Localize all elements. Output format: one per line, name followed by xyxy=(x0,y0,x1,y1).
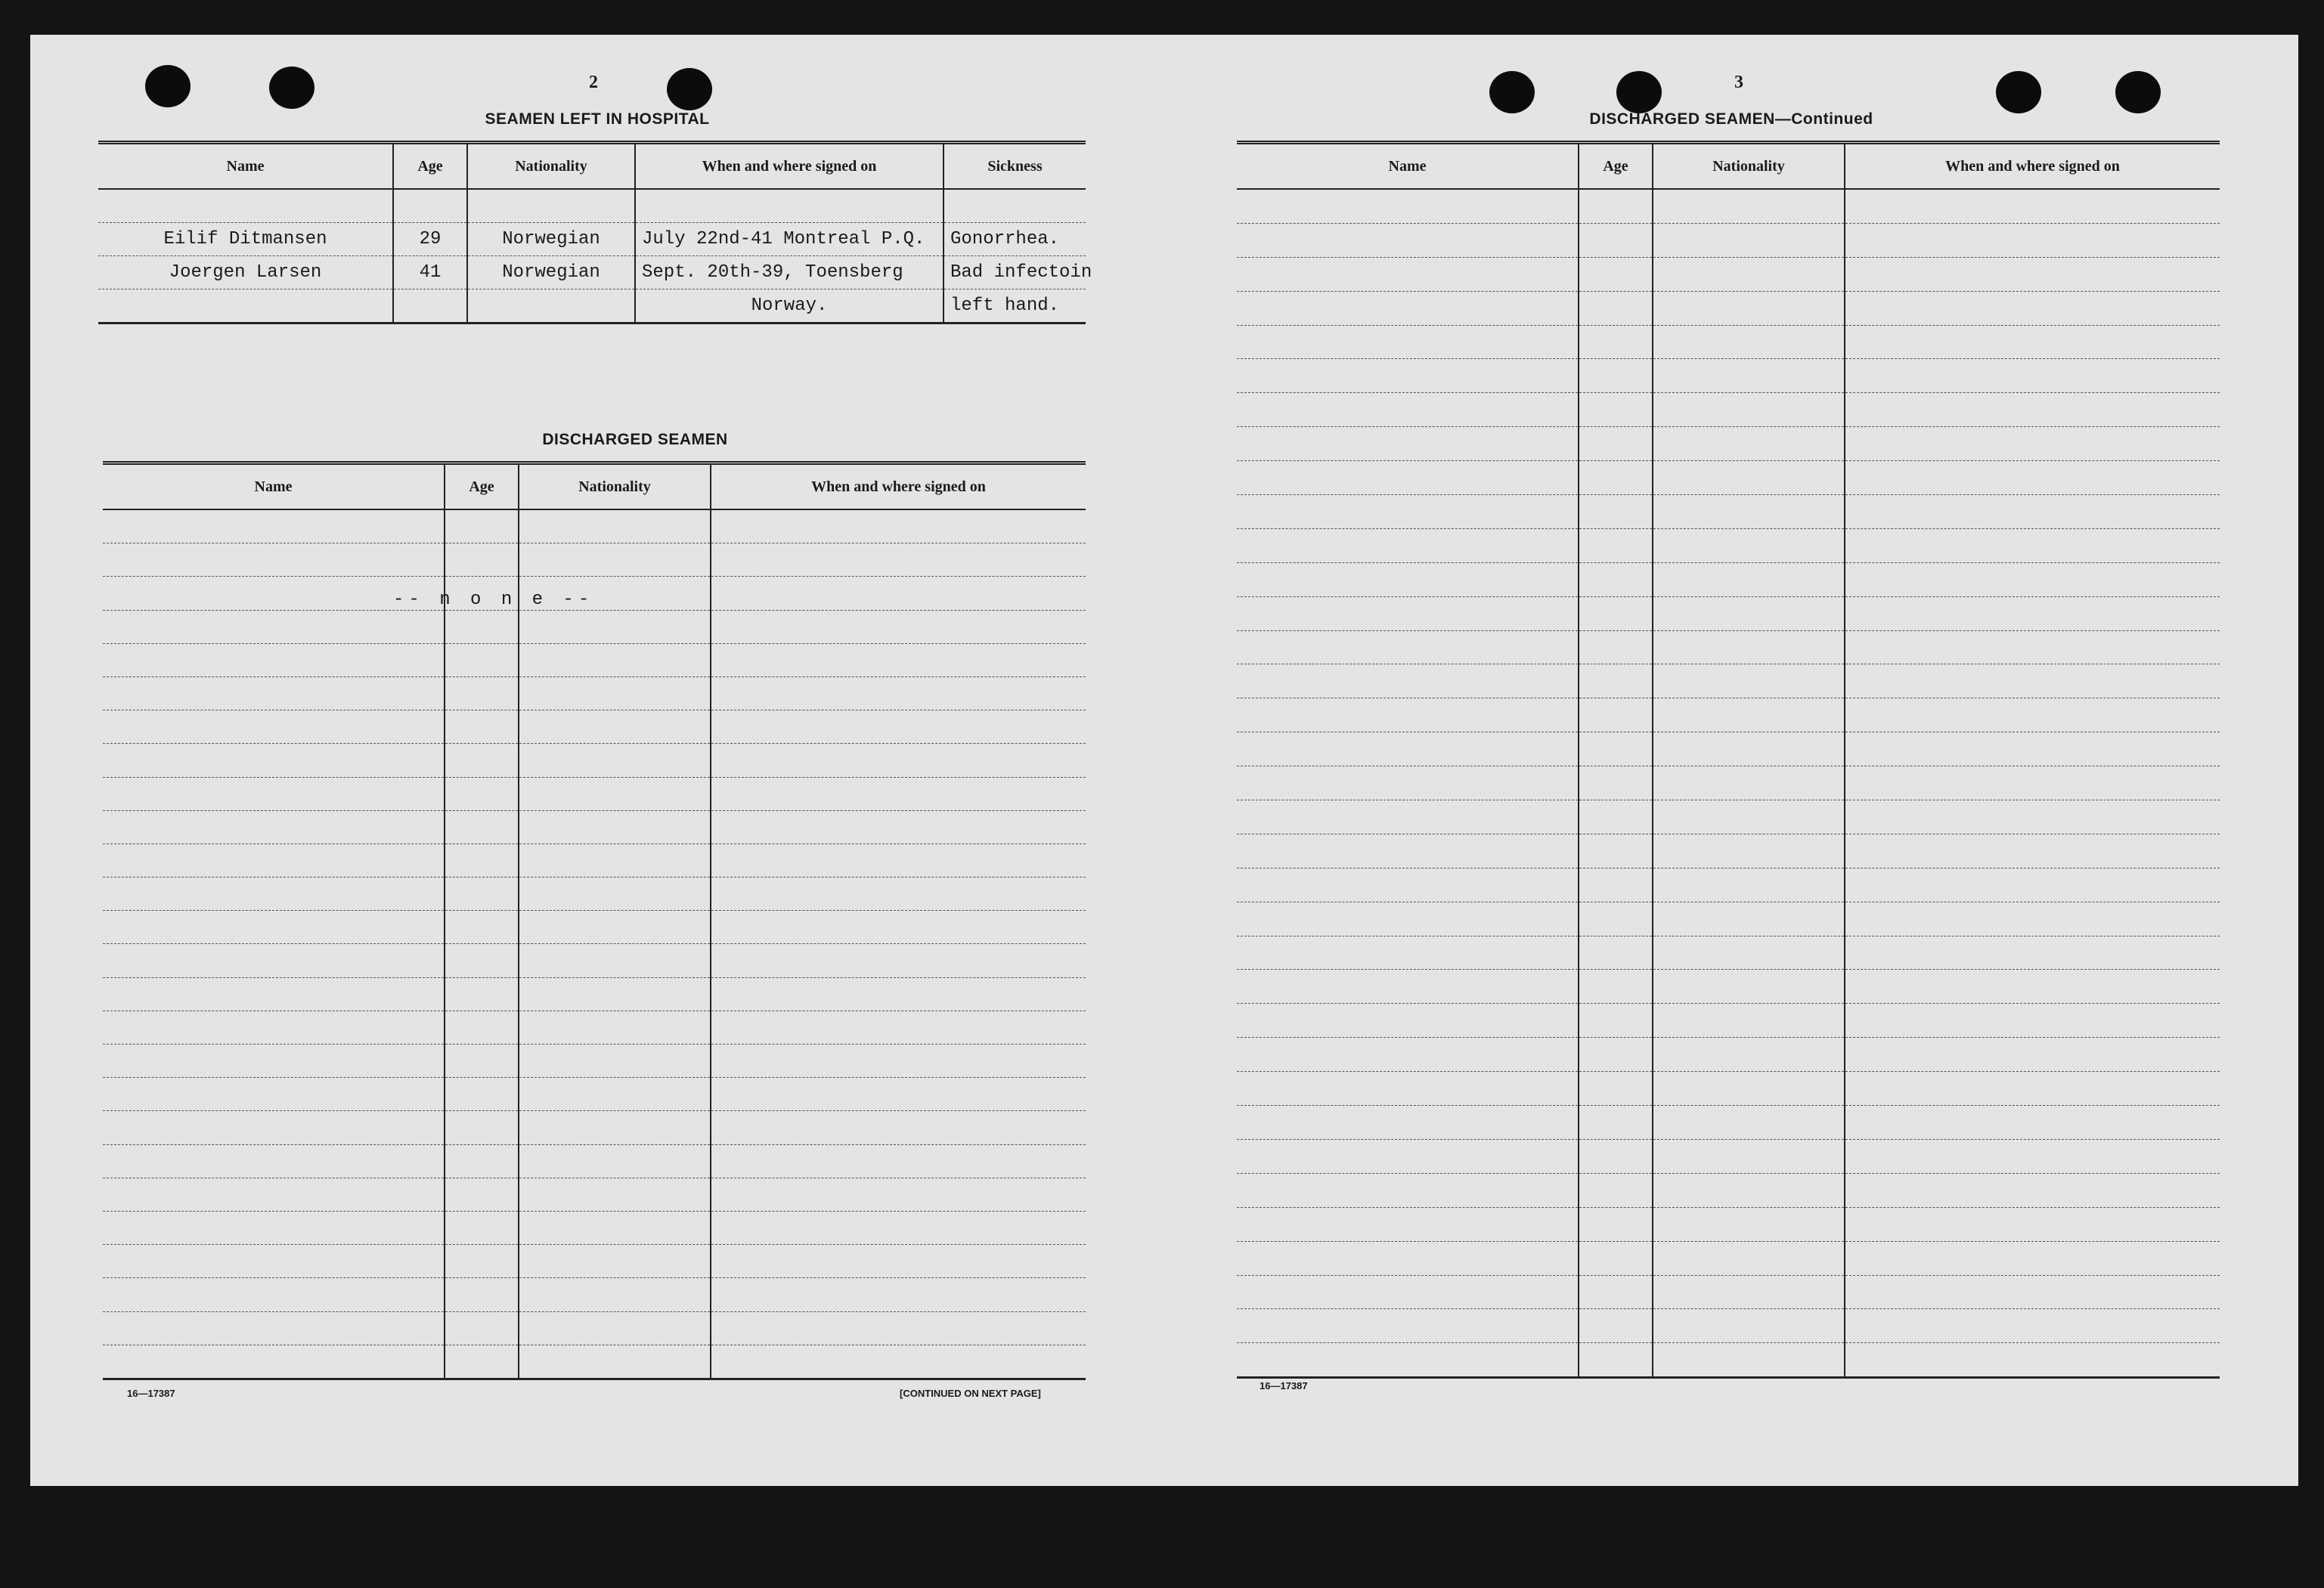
seaman-nationality: Norwegian xyxy=(467,256,635,289)
table-row xyxy=(1237,223,2220,257)
punch-hole xyxy=(1996,71,2041,113)
table-row xyxy=(1237,970,2220,1004)
hospital-table xyxy=(98,141,1092,324)
column-header-signed-on: When and where signed on xyxy=(635,143,944,190)
table-row xyxy=(1237,495,2220,529)
table-row xyxy=(1237,359,2220,393)
table-row xyxy=(1237,1173,2220,1207)
punch-hole xyxy=(1489,71,1535,113)
column-header-nationality: Nationality xyxy=(1653,143,1845,190)
seaman-name: Eilif Ditmansen xyxy=(98,223,393,256)
table-row xyxy=(103,844,1086,877)
table-row xyxy=(103,878,1086,911)
table-row xyxy=(103,676,1086,710)
punch-hole xyxy=(1616,71,1662,113)
table-row xyxy=(103,1345,1086,1379)
table-row xyxy=(103,777,1086,810)
table-row xyxy=(103,577,1086,610)
column-header-signed-on: When and where signed on xyxy=(711,463,1086,510)
column-header-name: Name xyxy=(1237,143,1579,190)
seaman-age: 29 xyxy=(393,223,467,256)
table-row xyxy=(1237,393,2220,427)
table-row xyxy=(1237,902,2220,936)
table-row xyxy=(103,744,1086,777)
seaman-name: Joergen Larsen xyxy=(98,256,393,289)
table-row xyxy=(103,710,1086,744)
table-row xyxy=(1237,1275,2220,1309)
table-row xyxy=(1237,800,2220,834)
seaman-nationality: Norwegian xyxy=(467,223,635,256)
punch-hole xyxy=(2115,71,2161,113)
title-main: DISCHARGED SEAMEN xyxy=(1589,110,1775,128)
discharged-table xyxy=(103,461,1086,1380)
table-row xyxy=(103,1278,1086,1311)
table-row xyxy=(103,911,1086,944)
table-row xyxy=(103,944,1086,977)
table-row xyxy=(103,1211,1086,1244)
column-header-nationality: Nationality xyxy=(519,463,711,510)
column-header-signed-on: When and where signed on xyxy=(1845,143,2220,190)
table-row xyxy=(1237,325,2220,359)
column-header-name: Name xyxy=(103,463,445,510)
seaman-sickness: Bad infectoin xyxy=(944,256,1086,289)
table-row xyxy=(1237,596,2220,630)
continued-note: [CONTINUED ON NEXT PAGE] xyxy=(900,1388,1041,1399)
seaman-sickness-cont: left hand. xyxy=(944,289,1086,323)
seaman-signed-on-cont: Norway. xyxy=(635,289,944,323)
table-row xyxy=(1237,427,2220,461)
table-row xyxy=(1237,664,2220,698)
table-row xyxy=(103,810,1086,844)
seaman-age: 41 xyxy=(393,256,467,289)
table-row xyxy=(1237,732,2220,766)
table-row xyxy=(103,1011,1086,1044)
table-row xyxy=(1237,189,2220,223)
table-row xyxy=(103,543,1086,577)
table-row xyxy=(103,1078,1086,1111)
column-header-age: Age xyxy=(445,463,519,510)
table-row xyxy=(98,256,1086,289)
table-row xyxy=(1237,936,2220,970)
table-row xyxy=(1237,698,2220,732)
title-suffix: —Continued xyxy=(1774,110,1873,128)
seaman-sickness: Gonorrhea. xyxy=(944,223,1086,256)
page-number-right: 3 xyxy=(1734,73,1743,92)
table-row xyxy=(1237,1139,2220,1173)
table-row xyxy=(1237,834,2220,868)
table-row xyxy=(103,643,1086,676)
column-header-age: Age xyxy=(393,143,467,190)
table-row xyxy=(1237,1207,2220,1241)
table-row xyxy=(98,223,1086,256)
table-row xyxy=(1237,766,2220,800)
column-header-nationality: Nationality xyxy=(467,143,635,190)
table-row xyxy=(1237,1038,2220,1072)
table-row xyxy=(1237,1072,2220,1106)
table-row xyxy=(1237,1343,2220,1378)
table-row xyxy=(1237,257,2220,291)
seaman-signed-on: Sept. 20th-39, Toensberg xyxy=(635,256,944,289)
table-row xyxy=(1237,461,2220,495)
hospital-section-title: SEAMEN LEFT IN HOSPITAL xyxy=(485,110,710,128)
table-row xyxy=(98,289,1086,323)
table-row xyxy=(1237,528,2220,562)
discharged-section-title: DISCHARGED SEAMEN xyxy=(542,431,728,448)
page-number-left: 2 xyxy=(589,73,598,92)
table-row xyxy=(103,1144,1086,1178)
table-row xyxy=(103,509,1086,543)
punch-hole xyxy=(667,68,712,110)
column-header-sickness: Sickness xyxy=(944,143,1086,190)
table-row xyxy=(1237,868,2220,902)
table-row xyxy=(1237,1004,2220,1038)
table-row xyxy=(1237,1241,2220,1275)
form-number-right: 16—17387 xyxy=(1260,1380,1308,1391)
table-row xyxy=(1237,291,2220,325)
table-row xyxy=(103,1245,1086,1278)
table-row xyxy=(103,1111,1086,1144)
discharged-continued-title xyxy=(1391,110,2071,128)
table-row xyxy=(103,1178,1086,1211)
table-row xyxy=(103,977,1086,1011)
column-header-name: Name xyxy=(98,143,393,190)
table-row xyxy=(103,1311,1086,1345)
table-row xyxy=(1237,630,2220,664)
table-row xyxy=(1237,562,2220,596)
discharged-continued-table xyxy=(1237,141,2220,1379)
table-row xyxy=(98,189,1086,223)
document-sheet xyxy=(30,35,2298,1486)
table-row xyxy=(1237,1309,2220,1343)
form-number-left: 16—17387 xyxy=(127,1388,175,1399)
seaman-signed-on: July 22nd-41 Montreal P.Q. xyxy=(635,223,944,256)
punch-hole xyxy=(269,67,315,109)
none-note: -- n o n e -- xyxy=(393,590,594,610)
table-row xyxy=(103,1045,1086,1078)
column-header-age: Age xyxy=(1579,143,1653,190)
punch-hole xyxy=(145,65,191,107)
table-row xyxy=(1237,1106,2220,1140)
table-row xyxy=(103,610,1086,643)
